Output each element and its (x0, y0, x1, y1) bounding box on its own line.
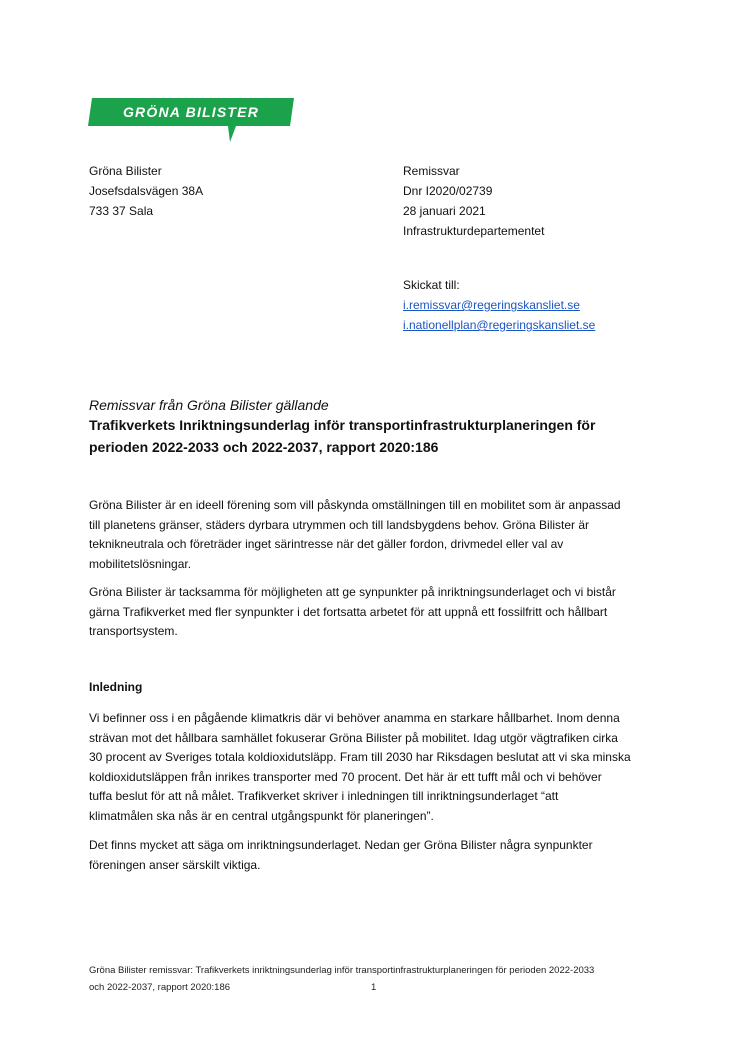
recipients (403, 275, 595, 335)
title-line-1: Trafikverkets Inriktningsunderlag inför transportinfrastrukturplaneringen för (89, 417, 596, 433)
text-line: till planetens gränser, städers dyrbara utrymmen och till landsbygdens behov. Gröna Bilister är (89, 517, 590, 532)
email-link-remissvar[interactable]: i.remissvar@regeringskansliet.se (403, 298, 580, 312)
document-department: Infrastrukturdepartementet (403, 224, 545, 238)
text-line: Det finns mycket att säga om inriktningsunderlaget. Nedan ger Gröna Bilister några synpunkter (89, 838, 593, 852)
footer-line-1: Gröna Bilister remissvar: Trafikverkets inriktningsunderlag inför transportinfrastrukturplaneringen för perioden 2022-2033 (89, 965, 595, 976)
page-number: 1 (371, 982, 377, 993)
text-line: Vi befinner oss i en pågående klimatkris där vi behöver anamma en starkare hållbarhet. Inom denna (89, 711, 620, 725)
text-line: 30 procent av Sveriges totala koldioxidutsläpp. Fram till 2030 har Riksdagen beslutat att vi ska minska (89, 750, 631, 764)
document-type: Remissvar (403, 164, 460, 178)
text-line: strävan mot det hållbara samhället fokuserar Gröna Bilister på mobilitet. Idag utgör vägtrafiken cirka (89, 730, 618, 745)
sender-name: Gröna Bilister (89, 164, 162, 178)
sender-address (89, 161, 203, 221)
title-intro: Remissvar från Gröna Bilister gällande (89, 397, 329, 413)
page-footer (89, 962, 689, 996)
sent-to-label: Skickat till: (403, 278, 460, 292)
text-line: transportsystem. (89, 624, 178, 638)
paragraph-inledning (89, 709, 669, 826)
text-line: Gröna Bilister är tacksamma för möjligheten att ge synpunkter på inriktningsunderlaget och vi bistår (89, 585, 616, 599)
text-line: teknikneutrala och företräder inget särintresse när det gäller fordon, drivmedel eller val av (89, 537, 564, 551)
document-meta (403, 161, 544, 241)
document-dnr: Dnr I2020/02739 (403, 184, 493, 198)
footer-line-2: och 2022-2037, rapport 2020:186 1 (89, 979, 689, 996)
sender-street: Josefsdalsvägen 38A (89, 184, 204, 198)
text-line: tuffa beslut för att nå målet. Trafikverket skriver i inledningen till inriktningsunderlaget “att (89, 789, 559, 803)
document-date: 28 januari 2021 (403, 204, 486, 218)
text-line: mobilitetslösningar. (89, 556, 192, 571)
text-line: klimatmålen ska nås är en central utgångspunkt för planeringen”. (89, 808, 434, 823)
svg-text:GRÖNA BILISTER: GRÖNA BILISTER (122, 104, 260, 120)
title-line-2: perioden 2022-2033 och 2022-2037, rapport 2020:186 (89, 439, 439, 455)
text-line: koldioxidutsläppen från inrikes transporter med 70 procent. Det här är ett tufft mål och vi behöver (89, 769, 602, 784)
paragraph-thanks (89, 583, 669, 642)
text-line: gärna Trafikverket med fler synpunkter i det fortsatta arbetet för att uppnå ett fossilfritt och hållbart (89, 604, 608, 619)
paragraph-summary (89, 836, 669, 875)
text-line: föreningen anser särskilt viktiga. (89, 857, 261, 872)
gronabilister-logo (86, 96, 298, 144)
sender-city: 733 37 Sala (89, 204, 154, 218)
text-line: Gröna Bilister är en ideell förening som vill påskynda omställningen till en mobilitet som är anpassad (89, 498, 621, 512)
email-link-nationellplan[interactable]: i.nationellplan@regeringskansliet.se (403, 318, 596, 332)
section-heading: Inledning (89, 680, 143, 694)
paragraph-intro (89, 496, 669, 574)
document-title (89, 414, 689, 458)
